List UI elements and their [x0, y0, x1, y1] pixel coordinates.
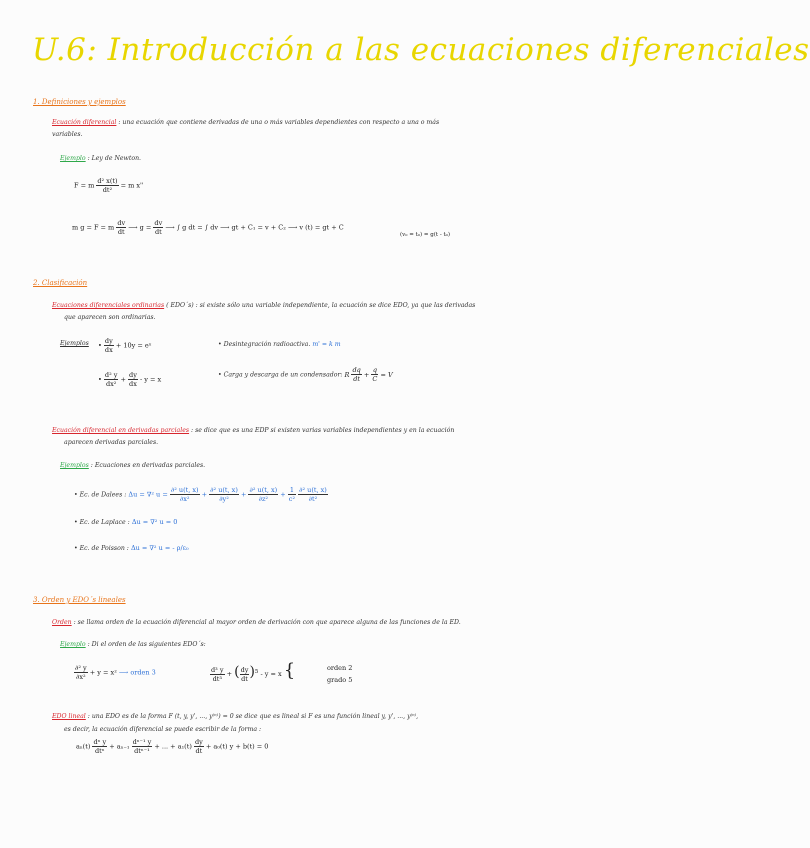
- lineal-text: : una EDO es de la forma F (t, y, y', ..., y⁽ⁿ⁾) = 0 se dice que es lineal si F es una función lineal y, y', ..., y⁽ⁿ⁾,: [87, 713, 419, 720]
- o2-mid: +: [226, 670, 233, 678]
- lin-d1: dtⁿ: [95, 747, 105, 755]
- newton-rhs: = m x'': [120, 181, 144, 190]
- ex1-frac: [104, 337, 114, 354]
- newton-equation: [74, 177, 144, 194]
- lin-n2: dⁿ⁻¹ y: [132, 738, 152, 746]
- chain-frac-2-den: dt: [154, 228, 162, 236]
- lin-a: aₙ(t): [76, 742, 91, 751]
- edo-text: ( EDO´s) : si existe sólo una variable independiente, la ecuación se dice EDO, ya que las derivadas: [166, 302, 476, 309]
- ex1-num: dy: [104, 337, 113, 345]
- ex2-mid: +: [120, 375, 126, 384]
- lineal-term: EDO lineal: [52, 713, 86, 720]
- edo-example-2: • $\frac{\text{d² y}}{\text{dx²}}$ + $\frac{dy}{dx}$ - y = x: [98, 371, 162, 388]
- ex3-text: • Desintegración radioactiva.: [218, 341, 311, 348]
- poi-label: • Ec. de Poisson :: [74, 545, 129, 552]
- lin-b: + aₙ₋₁: [109, 742, 130, 751]
- section-1-heading: 1. Definiciones y ejemplos: [33, 98, 126, 106]
- poisson-equation: [74, 544, 189, 552]
- chain-step-4: gt + C₁ = v + C₂: [231, 223, 286, 232]
- section-2-heading: 2. Clasificación: [33, 279, 88, 287]
- edp-examples-text: : Ecuaciones en derivadas parciales.: [90, 462, 206, 469]
- dal-n2: ∂² u(t, x): [210, 486, 238, 494]
- o2-den: dt³: [212, 674, 222, 683]
- lineal-equation: [76, 738, 268, 755]
- o2-frac-2: [240, 666, 250, 683]
- o2-answer-1: orden 2: [327, 664, 353, 672]
- arrow-icon: ⟶: [128, 223, 138, 232]
- ex2-num2: dy: [129, 371, 137, 379]
- edo-example-4: [218, 366, 393, 383]
- orden-example-label: Ejemplo: [60, 641, 86, 648]
- chain-step-2: g =: [139, 223, 152, 232]
- arrow-icon: ⟶: [118, 668, 129, 677]
- lin-n3: dy: [194, 738, 203, 746]
- dal-n5: ∂² u(t, x): [299, 486, 327, 494]
- def-line-2: variables.: [52, 131, 83, 138]
- page-title: U.6: Introducción a las ecuaciones diferenciales: [32, 32, 810, 68]
- chain-step-3: ∫ g dt = ∫ dv: [176, 223, 219, 232]
- o1-rhs: + y = x²: [89, 668, 117, 677]
- o1-frac: [74, 664, 88, 681]
- chain-frac-1-den: dt: [117, 228, 125, 236]
- laplace-equation: [74, 518, 177, 526]
- lap-label: • Ec. de Laplace :: [74, 519, 130, 526]
- arrow-icon: ⟶: [165, 223, 175, 232]
- edp-term: Ecuación diferencial en derivadas parciales: [52, 427, 190, 434]
- ex4-frac-1: [351, 366, 361, 383]
- edp-line-1: [52, 427, 454, 434]
- orden-example-1: [74, 664, 156, 681]
- lin-d3: dt: [195, 747, 203, 755]
- orden-example-2: $\frac{\text{d³ y}}{\text{dt³}}$ + ( $\frac{dy}{dt}$ )$^5$ - y = x {: [211, 660, 296, 683]
- ex2-num: d² y: [104, 371, 118, 379]
- example-line: [60, 155, 141, 162]
- lineal-line-2: es decir, la ecuación diferencial se puede escribir de la forma :: [64, 726, 262, 733]
- edo-line-2: que aparecen son ordinarias.: [64, 314, 156, 321]
- o1-den: ∂x²: [76, 673, 86, 681]
- ex4-mid: +: [363, 370, 370, 379]
- dal-p2: +: [240, 490, 247, 499]
- def-term: Ecuación diferencial: [52, 119, 117, 126]
- lineal-line-1: [52, 713, 418, 720]
- dal-frac-2: [209, 486, 239, 503]
- dal-frac-1: [170, 486, 200, 503]
- dal-d4: c²: [288, 495, 296, 503]
- edo-example-1: • $\frac{dy}{dx}$ + 10y = eˣ: [98, 337, 152, 354]
- o2-frac-1: [210, 666, 225, 683]
- edo-line-1: [52, 302, 475, 309]
- dal-eq: Δu = ∇² u =: [128, 490, 168, 499]
- dalembert-equation: [74, 486, 328, 503]
- o1-answer: orden 3: [130, 668, 156, 677]
- ex2-den: dx²: [105, 380, 117, 388]
- chain-step-6: (v₀ = t₀) = g(t - t₀): [400, 232, 451, 238]
- ex4-num2: q: [372, 366, 377, 374]
- o2-rhs: - y = x: [260, 670, 282, 678]
- ex4-frac-2: [371, 366, 378, 383]
- chain-frac-1: [116, 219, 126, 236]
- newton-num: d² x(t): [97, 177, 118, 185]
- chain-frac-1-num: dv: [117, 219, 126, 227]
- chain-step-1: m g = F = m: [72, 223, 115, 232]
- ex1-den: dx: [104, 346, 113, 354]
- newton-den: dt²: [102, 186, 113, 194]
- ex2-rhs: - y = x: [139, 375, 162, 384]
- lap-eq: Δu = ∇² u = 0: [131, 518, 178, 526]
- newton-lhs: F = m: [74, 181, 95, 190]
- dal-d2: ∂y²: [219, 495, 229, 503]
- dal-d1: ∂x²: [179, 495, 190, 503]
- example-label: Ejemplo: [60, 155, 86, 162]
- chain-step-5: v (t) = gt + C: [299, 223, 344, 232]
- chain-frac-2: [153, 219, 163, 236]
- edo-examples-label: Ejemplos: [60, 340, 89, 347]
- dal-frac-4: [288, 486, 296, 503]
- orden-term: Orden: [52, 619, 72, 626]
- lin-frac-2: [132, 738, 153, 755]
- dal-p1: +: [201, 490, 208, 499]
- edp-text: : se dice que es una EDP si existen varias variables independientes y en la ecuación: [191, 427, 455, 434]
- def-line-1: [52, 119, 439, 126]
- ex4-rhs: = V: [380, 370, 393, 379]
- lin-frac-1: [92, 738, 107, 755]
- lin-c: + ... + a₁(t): [154, 742, 192, 751]
- brace-icon: {: [283, 660, 296, 681]
- lin-d: + a₀(t) y + b(t) = 0: [205, 742, 269, 751]
- def-text: : una ecuación que contiene derivadas de una o más variables dependientes con respecto a una o más: [118, 119, 440, 126]
- edp-examples-label: Ejemplos: [60, 462, 89, 469]
- ex4-text: • Carga y descarga de un condensador:: [218, 371, 343, 379]
- ex2-frac-2: [128, 371, 138, 388]
- ex2-den2: dx: [129, 380, 137, 388]
- edo-example-3: [218, 341, 341, 348]
- o2-den2: dt: [241, 674, 248, 683]
- section-3-heading: 3. Orden y EDO´s lineales: [33, 596, 126, 604]
- ex1-rhs: + 10y = eˣ: [115, 341, 152, 350]
- lin-d2: dtⁿ⁻¹: [134, 747, 150, 755]
- ex4-den: dt: [353, 375, 361, 383]
- orden-example-text: : Di el orden de las siguientes EDO´s:: [87, 641, 206, 648]
- dal-p3: +: [280, 490, 286, 499]
- o2-pow: 5: [254, 668, 259, 675]
- edp-line-2: aparecen derivadas parciales.: [64, 439, 159, 446]
- dal-d5: ∂t²: [308, 495, 318, 503]
- o2-answer-2: grado 5: [327, 676, 353, 684]
- dal-frac-3: [248, 486, 278, 503]
- lin-frac-3: [194, 738, 204, 755]
- ex4-den2: C: [372, 375, 378, 383]
- o2-num: d³ y: [211, 665, 224, 674]
- edo-term: Ecuaciones diferenciales ordinarias: [52, 302, 165, 309]
- ex4-equation: [344, 366, 393, 383]
- orden-example-line: [60, 641, 206, 648]
- o2-num2: dy: [240, 665, 249, 674]
- dal-n3: ∂² u(t, x): [249, 486, 278, 494]
- ex3-eq: m' = k m: [312, 341, 341, 348]
- newton-fraction: [96, 177, 118, 194]
- arrow-icon: ⟶: [220, 223, 230, 232]
- poi-eq: Δu = ∇² u = - ρ/ε₀: [130, 544, 189, 552]
- ex4-a: R: [344, 370, 350, 379]
- arrow-icon: ⟶: [287, 223, 298, 232]
- example-text: : Ley de Newton.: [87, 155, 142, 162]
- lin-n1: dⁿ y: [93, 738, 107, 746]
- orden-text: : se llama orden de la ecuación diferencial al mayor orden de derivación con que aparece alguna de las funciones de la ED.: [73, 619, 461, 626]
- ex4-num: dq: [352, 366, 361, 374]
- dal-n1: ∂² u(t, x): [170, 486, 199, 494]
- chain-frac-2-num: dv: [154, 219, 163, 227]
- derivation-chain: [72, 219, 344, 236]
- ex2-frac-1: [104, 371, 119, 388]
- dal-d3: ∂z²: [258, 495, 269, 503]
- dal-n4: 1: [288, 486, 296, 495]
- dal-frac-5: [298, 486, 328, 503]
- orden-line: [52, 619, 461, 626]
- edp-examples-line: [60, 462, 205, 469]
- dal-label: • Ec. de Dalees :: [74, 491, 127, 499]
- o1-num: ∂² y: [75, 664, 87, 672]
